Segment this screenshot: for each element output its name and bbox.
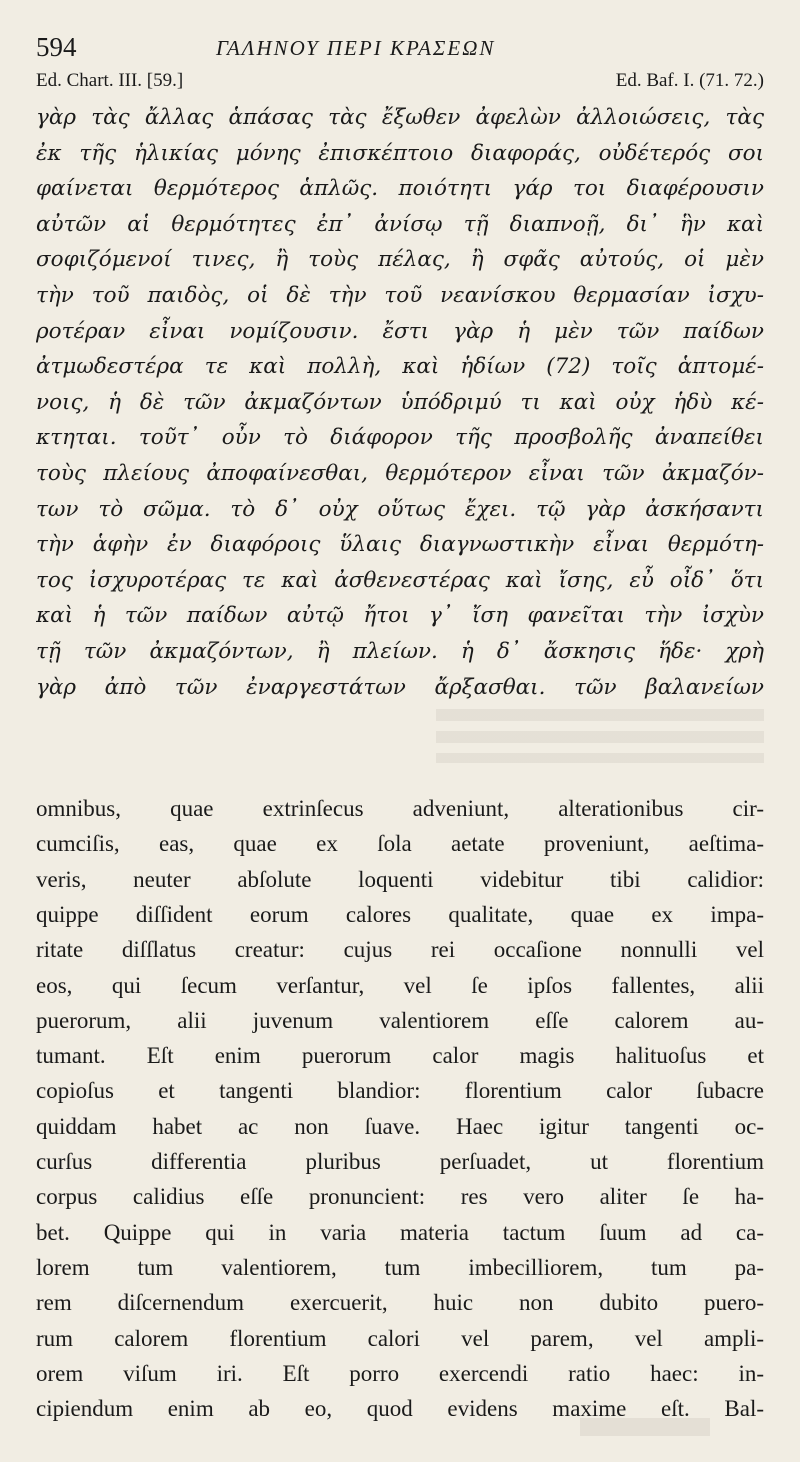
footer-bleed-through [580, 1418, 710, 1436]
latin-line: cipiendum enim ab eo, quod evidens maxime eſt. Bal- [36, 1396, 764, 1422]
greek-line: σοφιζόμενοί τινες, ἢ τοὺς πέλας, ἢ σφᾶς αὐτούς, οἱ μὲν [36, 247, 764, 273]
edition-chart-reference: Ed. Chart. III. [59.] [36, 70, 184, 91]
greek-line: τὴν τοῦ παιδὸς, οἱ δὲ τὴν τοῦ νεανίσκου θερμασίαν ἰσχυ- [36, 282, 764, 308]
latin-line: tumant. Eſt enim puerorum calor magis halituoſus et [36, 1043, 764, 1069]
latin-line: ritate diſſlatus creatur: cujus rei occaſione nonnulli vel [36, 937, 764, 963]
greek-text [36, 100, 764, 705]
latin-line: eos, qui ſecum verſantur, vel ſe ipſos fallentes, alii [36, 972, 764, 998]
greek-line: τος ἰσχυροτέρας τε καὶ ἀσθενεστέρας καὶ ἴσης, εὖ οἶδ᾽ ὅτι [36, 567, 764, 593]
latin-line: veris, neuter abſolute loquenti videbitur tibi calidior: [36, 866, 764, 892]
latin-line: lorem tum valentiorem, tum imbecilliorem, tum pa- [36, 1254, 764, 1280]
greek-line: νοις, ἡ δὲ τῶν ἀκμαζόντων ὑπόδριμύ τι καὶ οὐχ ἡδὺ κέ- [36, 389, 764, 415]
latin-line: bet. Quippe qui in varia materia tactum ſuum ad ca- [36, 1219, 764, 1245]
greek-line: αὐτῶν αἱ θερμότητες ἐπ᾽ ἀνίσῳ τῇ διαπνοῇ, δι᾽ ἣν καὶ [36, 211, 764, 237]
edition-references [36, 68, 764, 98]
running-title: ΓΑΛΗΝΟΥ ΠΕΡΙ ΚΡΑΣΕΩΝ [216, 36, 496, 60]
greek-line: ἐκ τῆς ἡλικίας μόνης ἐπισκέπτοιο διαφοράς, οὐδέτερός σοι [36, 140, 764, 166]
latin-line: orem viſum iri. Eſt porro exercendi ratio haec: in- [36, 1360, 764, 1386]
greek-line: ροτέραν εἶναι νομίζουσιν. ἔστι γὰρ ἡ μὲν τῶν παίδων [36, 318, 764, 344]
edition-basel-reference: Ed. Baf. I. (71. 72.) [615, 70, 764, 91]
greek-line: φαίνεται θερμότερος ἁπλῶς. ποιότητι γάρ τοι διαφέρουσιν [36, 176, 764, 202]
latin-line: puerorum, alii juvenum valentiorem eſſe calorem au- [36, 1007, 764, 1033]
latin-line: corpus calidius eſſe pronuncient: res vero aliter ſe ha- [36, 1184, 764, 1210]
latin-line: rum calorem florentium calori vel parem, vel ampli- [36, 1325, 764, 1351]
latin-line: quiddam habet ac non ſuave. Haec igitur tangenti oc- [36, 1113, 764, 1139]
latin-line: copioſus et tangenti blandior: florentium calor ſubacre [36, 1078, 764, 1104]
running-head [36, 28, 764, 68]
latin-line: curſus differentia pluribus perſuadet, ut florentium [36, 1149, 764, 1175]
greek-line: τοὺς πλείους ἀποφαίνεσθαι, θερμότερον εἶναι τῶν ἀκμαζόν- [36, 460, 764, 486]
greek-line: τῇ τῶν ἀκμαζόντων, ἢ πλείων. ἡ δ᾽ ἄσκησις ἥδε· χρὴ [36, 638, 764, 664]
latin-line: rem diſcernendum exercuerit, huic non dubito puero- [36, 1290, 764, 1316]
greek-line: ἀτμωδεστέρα τε καὶ πολλὴ, καὶ ἡδίων (72) τοῖς ἁπτομέ- [36, 354, 764, 380]
latin-text [36, 791, 764, 1426]
bleed-through-shadow [436, 709, 764, 763]
greek-line: γὰρ ἀπὸ τῶν ἐναργεστάτων ἄρξασθαι. τῶν βαλανείων [36, 674, 764, 700]
greek-line: καὶ ἡ τῶν παίδων αὐτῷ ἤτοι γ᾽ ἴση φανεῖται τὴν ἰσχὺν [36, 603, 764, 629]
latin-line: cumciſis, eas, quae ex ſola aetate proveniunt, aeſtima- [36, 831, 764, 857]
latin-line: quippe diſſident eorum calores qualitate, quae ex impa- [36, 901, 764, 927]
bleed-through-area [36, 705, 764, 767]
page-number: 594 [36, 32, 77, 62]
latin-line: omnibus, quae extrinſecus adveniunt, alterationibus cir- [36, 796, 764, 822]
greek-line: κτηται. τοῦτ᾽ οὖν τὸ διάφορον τῆς προσβολῆς ἀναπείθει [36, 425, 764, 451]
greek-line: γὰρ τὰς ἄλλας ἁπάσας τὰς ἔξωθεν ἀφελὼν ἀλλοιώσεις, τὰς [36, 105, 764, 130]
greek-line: τὴν ἁφὴν ἐν διαφόροις ὕλαις διαγνωστικὴν εἶναι θερμότη- [36, 532, 764, 558]
greek-line: των τὸ σῶμα. τὸ δ᾽ οὐχ οὕτως ἔχει. τῷ γὰρ ἀσκήσαντι [36, 496, 764, 522]
